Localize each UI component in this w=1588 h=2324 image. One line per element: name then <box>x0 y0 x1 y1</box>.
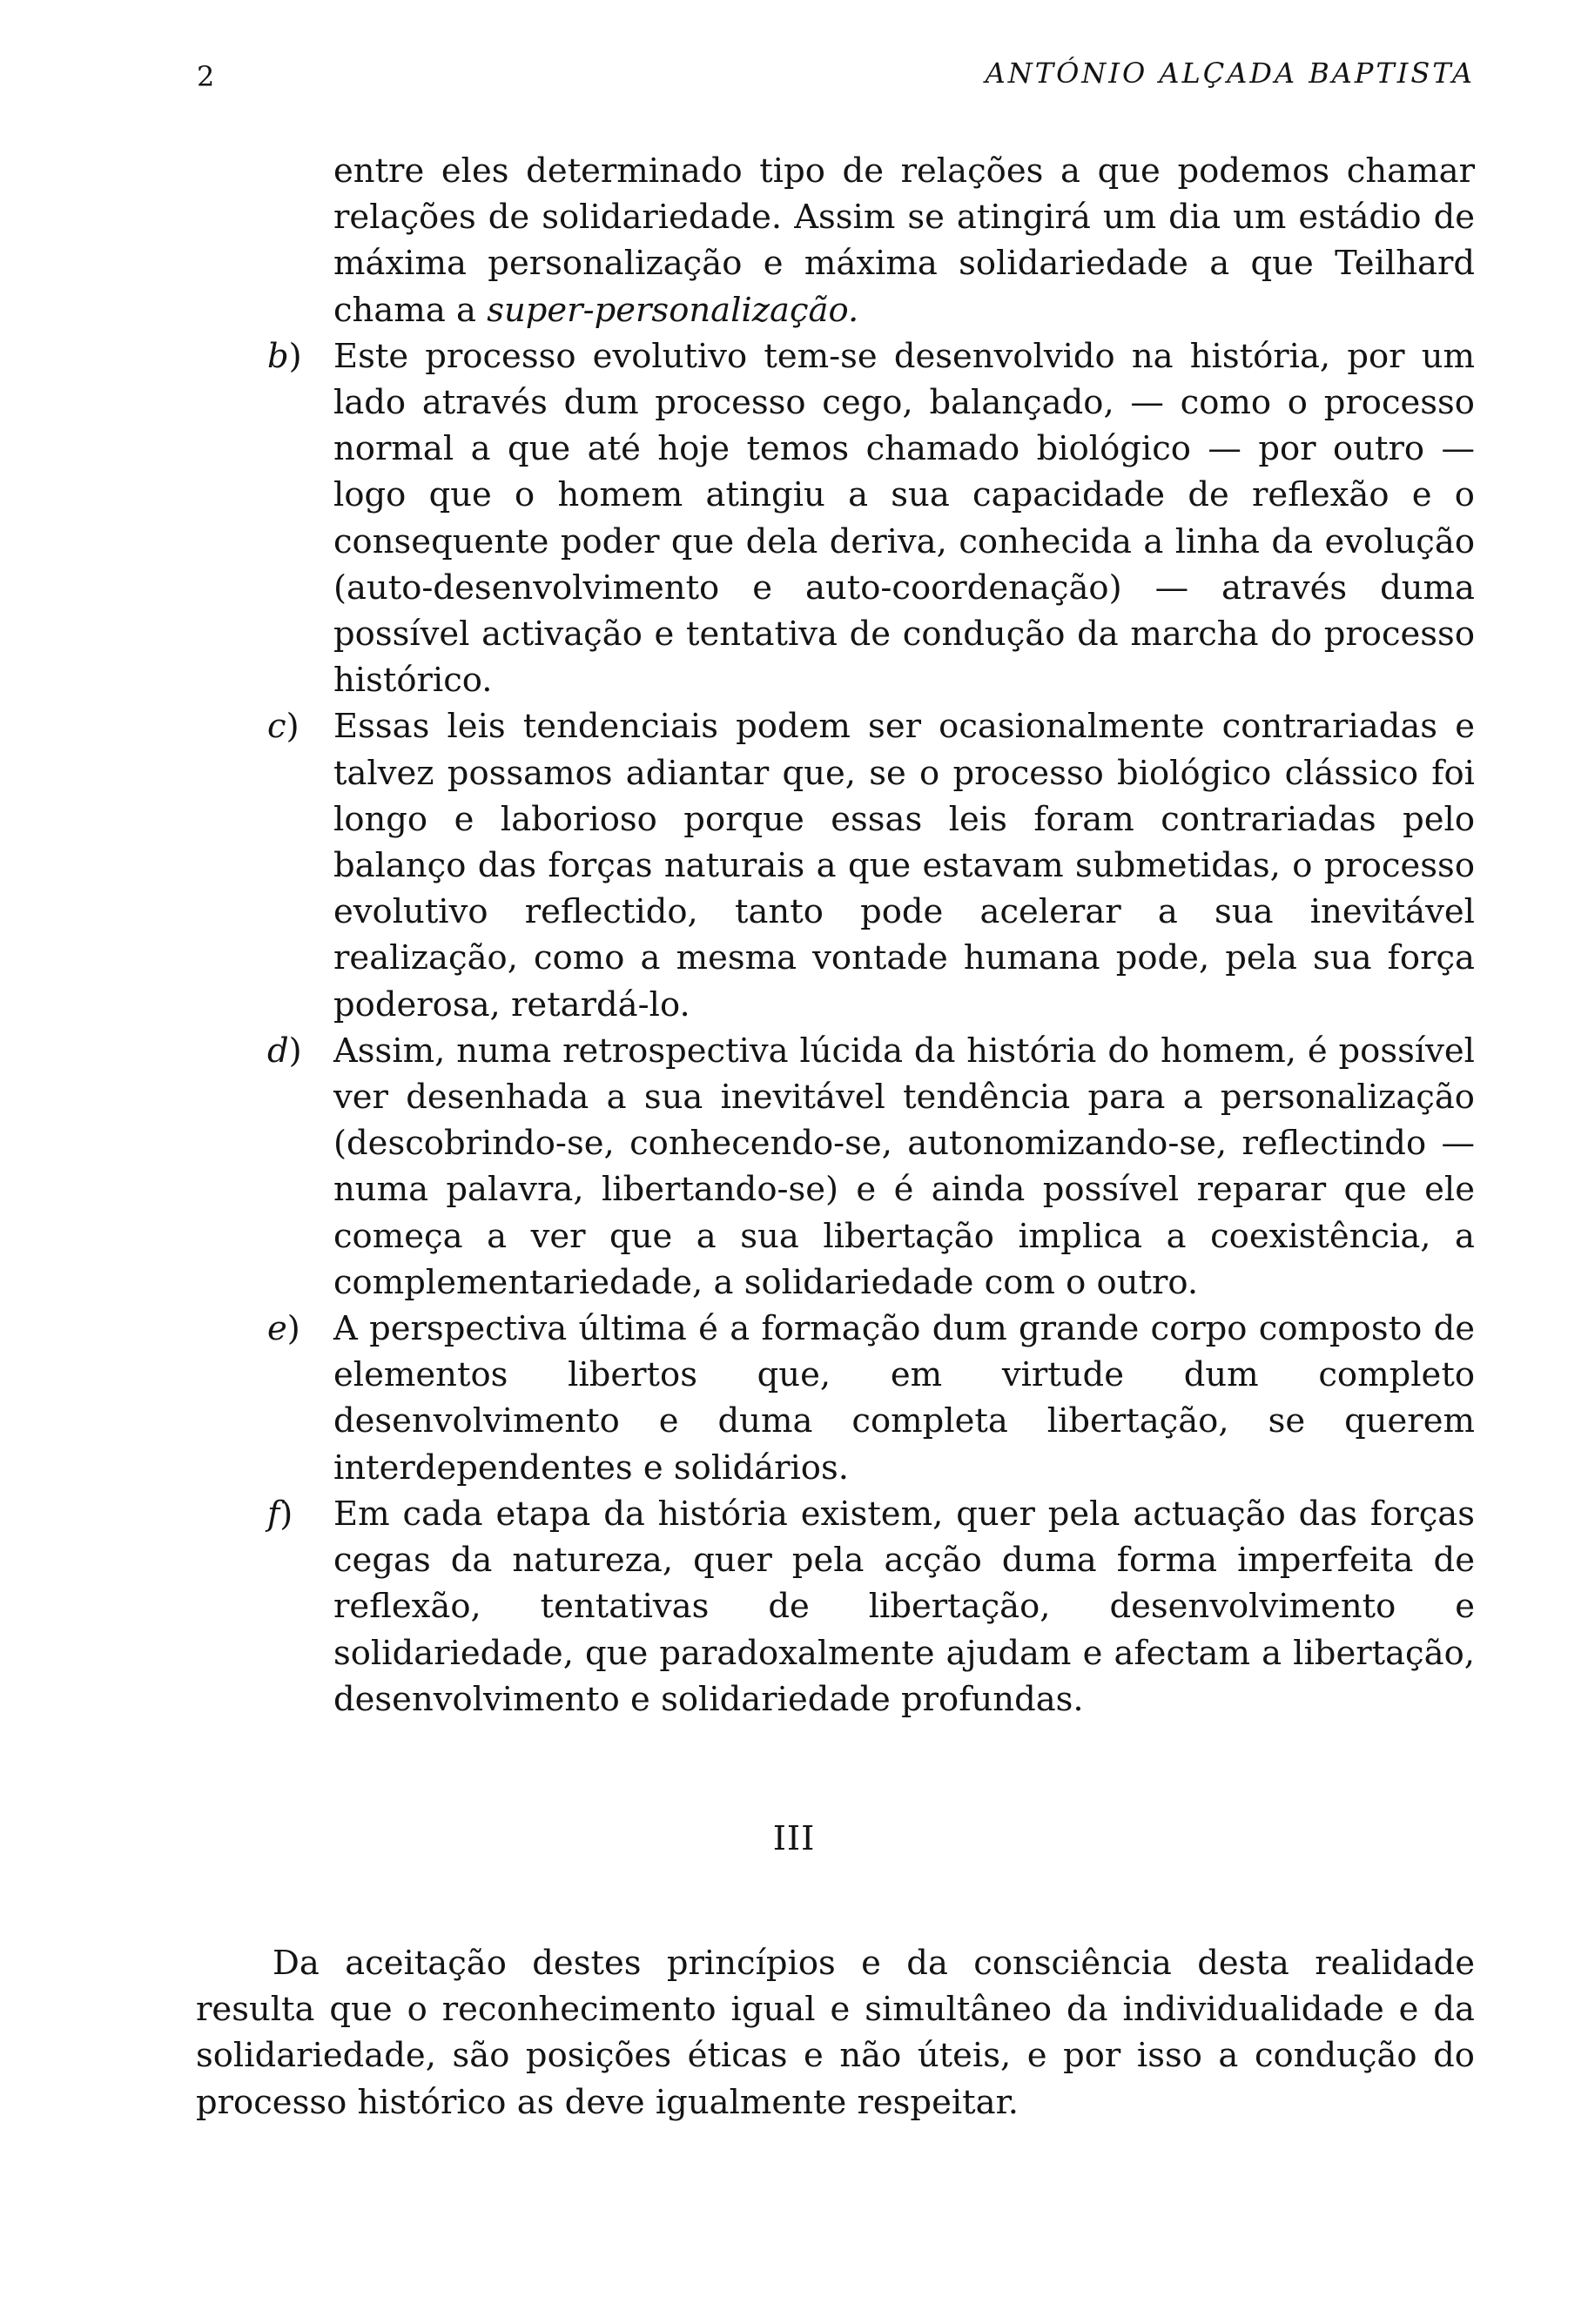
list-marker: f) <box>267 1494 293 1534</box>
list-marker: e) <box>267 1309 300 1349</box>
list-item-text: Em cada etapa da história existem, quer pela actuação das forças cegas da natureza, quer pela acção duma forma imperfeita de reflexão, tentativas de libertação, desenvolvimento e solidariedade, que paradoxalmente ajudam e afectam a libertação, desenvolvimento e solidariedade profundas. <box>333 1494 1475 1719</box>
list-item-text: Essas leis tendenciais podem ser ocasionalmente contrariadas e talvez possamos adiantar que, se o processo biológico clássico foi longo e laborioso porque essas leis foram contrariadas pelo balanço das forças naturais a que estavam submetidas, o processo evolutivo reflectido, tanto pode acelerar a sua inevitável realização, como a mesma vontade humana pode, pela sua força poderosa, retardá-lo. <box>333 707 1475 1024</box>
list-item-c <box>267 703 1475 1027</box>
list-item-b <box>267 333 1475 704</box>
list-item-text: Este processo evolutivo tem-se desenvolvido na história, por um lado através dum processo cego, balançado, — como o processo normal a que até hoje temos chamado biológico — por outro — logo que o homem atingiu a sua capacidade de reflexão e o consequente poder que dela deriva, conhecida a linha da evolução (auto-desenvolvimento e auto-coordenação) — através duma possível activação e tentativa de condução da marcha do processo histórico. <box>333 336 1475 701</box>
running-head: ANTÓNIO ALÇADA BAPTISTA <box>985 57 1475 90</box>
section-paragraph: Da aceitação destes princípios e da consciência desta realidade resulta que o reconhecimento igual e simultâneo da individualidade e da solidariedade, são posições éticas e não úteis, e por isso a condução do processo histórico as deve igualmente respeitar. <box>196 1943 1475 2122</box>
continued-paragraph <box>333 148 1475 333</box>
continued-paragraph-emphasis: super-personalização. <box>487 290 859 330</box>
list-item-d <box>267 1028 1475 1306</box>
list-marker: d) <box>267 1031 302 1071</box>
continued-paragraph-text: entre eles determinado tipo de relações a que podemos chamar relações de solidariedade. Assim se atingirá um dia um estádio de máxima personalização e máxima solidariedade a que Teilhard chama a <box>333 151 1475 330</box>
list-item-f <box>267 1491 1475 1723</box>
list-item-text: A perspectiva última é a formação dum grande corpo composto de elementos libertos que, em virtude dum completo desenvolvimento e duma completa libertação, se querem interdependentes e solidários. <box>333 1309 1475 1488</box>
list-item-e <box>267 1306 1475 1491</box>
section-heading: III <box>772 1818 816 1858</box>
list-marker: c) <box>267 707 299 747</box>
page-number: 2 <box>197 60 215 93</box>
list-marker: b) <box>267 336 302 376</box>
page-body <box>0 148 1588 2126</box>
list-item-text: Assim, numa retrospectiva lúcida da história do homem, é possível ver desenhada a sua inevitável tendência para a personalização (descobrindo-se, conhecendo-se, autonomizando-se, reflectindo — numa palavra, libertando-se) e é ainda possível reparar que ele começa a ver que a sua libertação implica a coexistência, a complementariedade, a solidariedade com o outro. <box>333 1031 1475 1302</box>
